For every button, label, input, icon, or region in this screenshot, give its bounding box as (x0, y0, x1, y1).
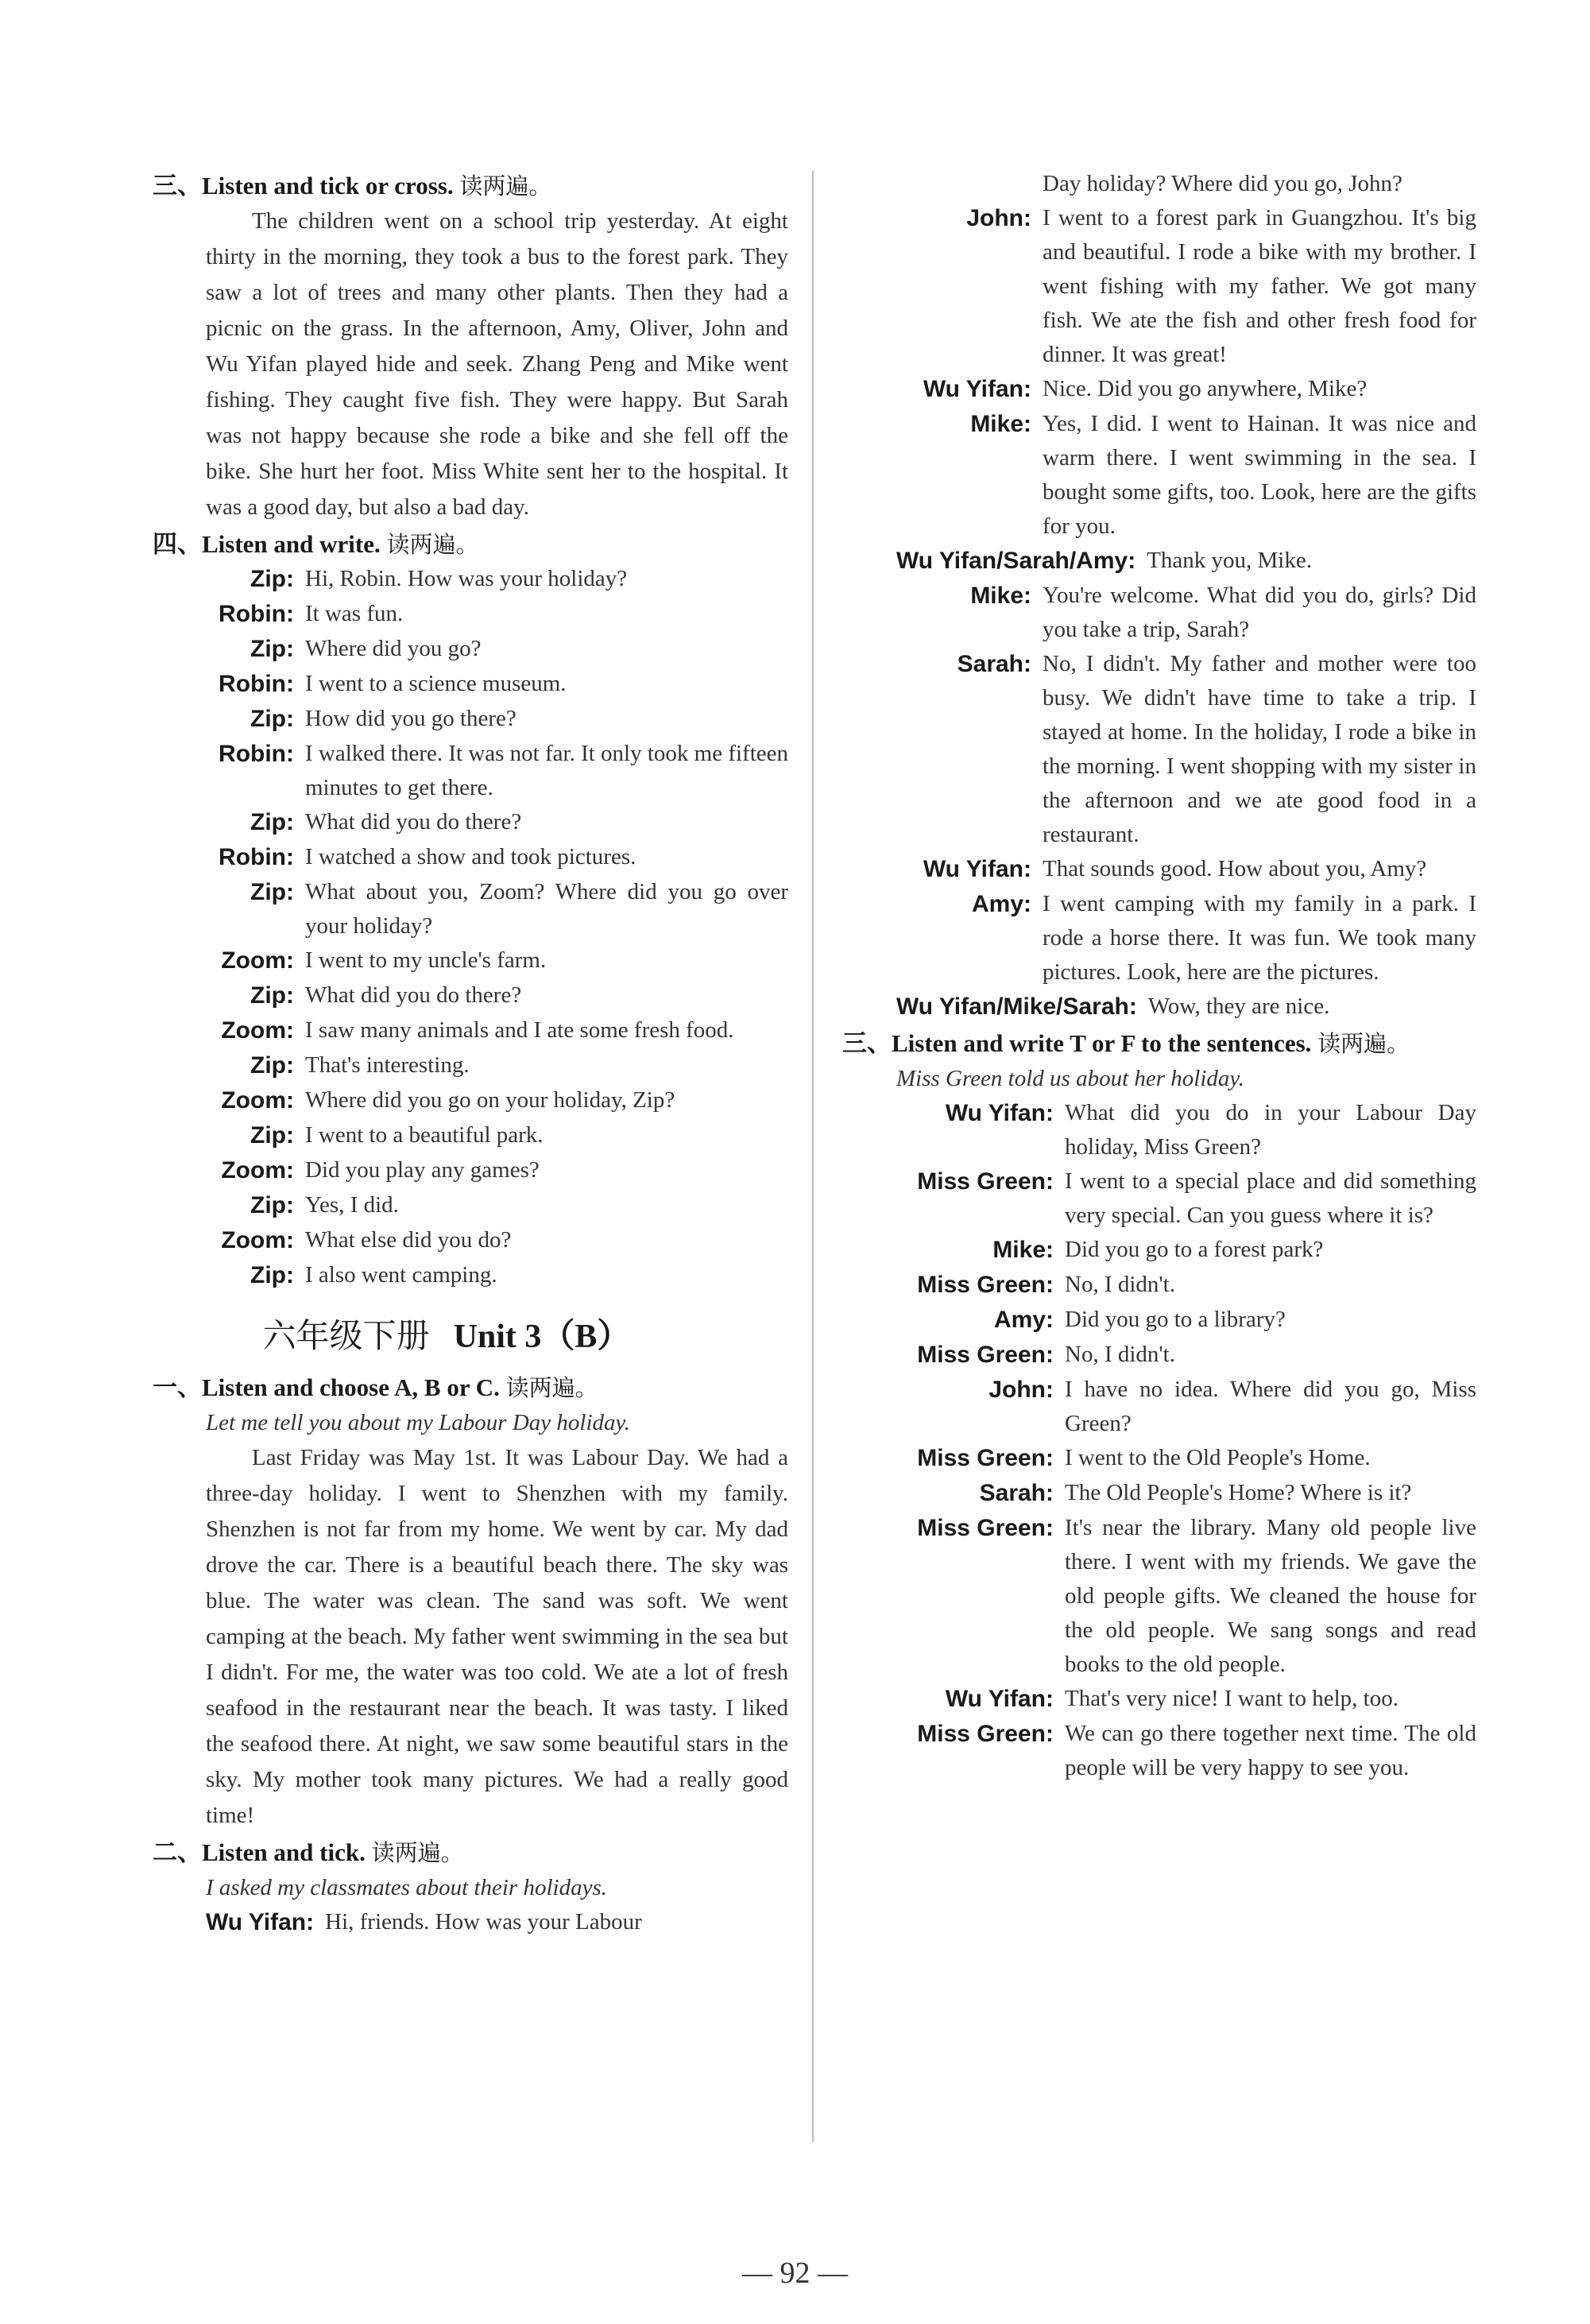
speaker: Zoom: (221, 1227, 294, 1253)
speaker: Wu Yifan: (923, 856, 1031, 882)
utterance: We can go there together next time. The old people will be very happy to see you. (1065, 1721, 1476, 1780)
b-section-3-intro: Miss Green told us about her holiday. (896, 1066, 1244, 1091)
utterance: It was fun. (305, 601, 404, 626)
b-section-2-heading (153, 1835, 788, 1870)
utterance: That sounds good. How about you, Amy? (1043, 856, 1427, 881)
speaker: Zip: (250, 1052, 294, 1079)
utterance: I went to my uncle's farm. (305, 947, 547, 973)
utterance: Did you go to a forest park? (1065, 1237, 1324, 1262)
utterance: Hi, friends. How was your Labour (325, 1909, 642, 1935)
page-number: — 92 — (742, 2256, 848, 2290)
dialogue-line (153, 1153, 788, 1188)
section-3-passage: The children went on a school trip yesterday. At eight thirty in the morning, they took a bus to the forest park. They saw a lot of trees and many other plants. Then they had a picnic on the grass. In the afternoon, Amy, Oliver, John and Wu Yifan played hide and seek. Zhang Peng and Mike went fishing. They caught five fish. They were happy. But Sarah was not happy because she rode a bike and she fell off the bike. She hurt her foot. Miss White sent her to the hospital. It was a good day, but also a bad day. (206, 208, 788, 520)
speaker: Wu Yifan: (945, 1100, 1054, 1126)
dialogue-line (153, 1258, 788, 1293)
speaker: Zip: (250, 809, 294, 835)
speaker: Zip: (250, 1122, 294, 1148)
utterance: What else did you do? (305, 1227, 512, 1253)
section-3-title: Listen and tick or cross. (202, 172, 454, 199)
utterance: Where did you go? (305, 636, 482, 661)
speaker: Sarah: (957, 651, 1031, 677)
dialogue-line (153, 1013, 788, 1048)
utterance: You're welcome. What did you do, girls? Did you take a trip, Sarah? (1043, 583, 1476, 642)
dialogue-line (896, 201, 1476, 372)
speaker: John: (988, 1377, 1054, 1403)
speaker: Sarah: (979, 1480, 1054, 1506)
utterance: I went to the Old People's Home. (1065, 1445, 1371, 1470)
dialogue-line (896, 1303, 1476, 1338)
b-section-3-note: 读两遍。 (1317, 1030, 1410, 1057)
utterance: Day holiday? Where did you go, John? (1043, 171, 1402, 196)
b-section-2-title: Listen and tick. (202, 1838, 366, 1866)
utterance: I went to a beautiful park. (305, 1122, 544, 1148)
speaker: Miss Green: (917, 1272, 1054, 1298)
speaker: Zoom: (221, 1087, 294, 1114)
speaker: Zip: (250, 566, 294, 592)
utterance: What did you do there? (305, 809, 522, 835)
utterance: What about you, Zoom? Where did you go over your holiday? (305, 879, 788, 939)
utterance: That's interesting. (305, 1052, 470, 1078)
speaker: Robin: (219, 671, 294, 697)
speaker: Zip: (250, 1262, 294, 1288)
dialogue-line (896, 887, 1476, 990)
dialogue-line (896, 579, 1476, 647)
dialogue-line (153, 1188, 788, 1223)
speaker: Zip: (250, 636, 294, 662)
speaker: Wu Yifan: (945, 1686, 1054, 1712)
b-section-2-number: 二、 (153, 1838, 202, 1866)
speaker: Zoom: (221, 1157, 294, 1183)
utterance: Yes, I did. (305, 1192, 399, 1218)
dialogue-line (153, 805, 788, 840)
section-3-heading (153, 168, 788, 203)
dialogue-line (896, 990, 1476, 1024)
b-section-3-title: Listen and write T or F to the sentences. (892, 1029, 1312, 1057)
b-section-3-heading (842, 1026, 1476, 1061)
dialogue-line (896, 1096, 1476, 1164)
dialogue-line (153, 978, 788, 1013)
speaker: Zoom: (221, 947, 294, 974)
utterance: I saw many animals and I ate some fresh food. (305, 1017, 734, 1043)
dialogue-line (153, 597, 788, 632)
utterance: It's near the library. Many old people live there. I went with my friends. We gave the old people gifts. We cleaned the house for the old people. We sang songs and read books to the old people. (1065, 1515, 1476, 1677)
speaker: Zip: (250, 879, 294, 905)
utterance: No, I didn't. (1065, 1272, 1175, 1297)
speaker: Zoom: (221, 1017, 294, 1044)
utterance: What did you do there? (305, 982, 522, 1008)
dialogue-line (153, 875, 788, 943)
utterance: What did you do in your Labour Day holiday, Miss Green? (1065, 1100, 1476, 1160)
utterance: I went to a science museum. (305, 671, 567, 696)
b-section-1-heading (153, 1370, 788, 1405)
speaker: Zip: (250, 982, 294, 1009)
dialogue-line (896, 852, 1476, 887)
utterance: I watched a show and took pictures. (305, 844, 636, 870)
speaker: Miss Green: (917, 1515, 1054, 1541)
dialogue-line (896, 372, 1476, 407)
left-column (153, 167, 788, 1940)
utterance: I walked there. It was not far. It only took me fifteen minutes to get there. (305, 741, 788, 800)
speaker: Wu Yifan: (923, 376, 1031, 402)
b-section-1-intro: Let me tell you about my Labour Day holiday. (206, 1410, 631, 1435)
dialogue-line (153, 1905, 788, 1940)
section-4-title: Listen and write. (202, 530, 381, 558)
utterance: That's very nice! I want to help, too. (1065, 1686, 1399, 1711)
b-section-1-passage: Last Friday was May 1st. It was Labour Day. We had a three-day holiday. I went to Shenzhen with my family. Shenzhen is not far from my home. We went by car. My dad drove the car. There is a beautiful beach there. The sky was blue. The water was clean. The sand was soft. We went camping at the beach. My father went swimming in the sea but I didn't. For me, the water was too cold. We ate a lot of fresh seafood in the restaurant near the beach. It was tasty. I liked the seafood there. At night, we saw some beautiful stars in the sky. My mother took many pictures. We had a really good time! (206, 1445, 788, 1828)
utterance: I also went camping. (305, 1262, 497, 1288)
dialogue-line (153, 1048, 788, 1083)
utterance: I have no idea. Where did you go, Miss Green? (1065, 1377, 1476, 1436)
dialogue-line (896, 1164, 1476, 1233)
b-section-1-title: Listen and choose A, B or C. (202, 1373, 500, 1401)
dialogue-line (896, 1476, 1476, 1511)
dialogue-line (153, 702, 788, 737)
section-4-note: 读两遍。 (386, 531, 479, 558)
dialogue-line (153, 1083, 788, 1118)
speaker: Miss Green: (917, 1342, 1054, 1368)
dialogue-line (896, 544, 1476, 579)
speaker: Mike: (970, 583, 1031, 609)
dialogue-line (896, 1441, 1476, 1476)
speaker: Robin: (219, 844, 294, 870)
grade-label: 六年级下册 (262, 1316, 430, 1355)
section-4-dialogue (153, 562, 788, 1293)
dialogue-line (153, 840, 788, 875)
section-3-number: 三、 (153, 172, 202, 199)
unit-title (105, 1304, 788, 1369)
speaker: Mike: (970, 411, 1031, 437)
utterance: I went camping with my family in a park. I rode a horse there. It was fun. We took many pictures. Look, here are the pictures. (1043, 891, 1476, 985)
dialogue-line (153, 667, 788, 702)
speaker: Robin: (219, 601, 294, 627)
dialogue-line (896, 1233, 1476, 1268)
utterance: Yes, I did. I went to Hainan. It was nice and warm there. I went swimming in the sea. I bought some gifts, too. Look, here are the gifts for you. (1043, 411, 1476, 539)
utterance: Nice. Did you go anywhere, Mike? (1043, 376, 1368, 401)
speaker: Wu Yifan/Sarah/Amy: (896, 548, 1136, 574)
utterance: No, I didn't. My father and mother were too busy. We didn't have time to take a trip. I stayed at home. In the holiday, I rode a bike in the morning. I went shopping with my sister in the afternoon and we ate good food in a restaurant. (1043, 651, 1476, 847)
b-section-1-note: 读两遍。 (505, 1374, 598, 1401)
b-section-3-dialogue (896, 1096, 1476, 1785)
dialogue-line (896, 647, 1476, 852)
utterance: I went to a forest park in Guangzhou. It's big and beautiful. I rode a bike with my brother. I went fishing with my father. We got many fish. We ate the fish and other fresh food for dinner. It was great! (1043, 205, 1476, 367)
speaker: Zip: (250, 1192, 294, 1218)
utterance: Did you go to a library? (1065, 1307, 1286, 1332)
speaker: John: (966, 205, 1031, 231)
section-3-note: 读两遍。 (459, 172, 552, 199)
dialogue-line (896, 1268, 1476, 1303)
utterance: I went to a special place and did something very special. Can you guess where it is? (1065, 1168, 1476, 1228)
b-section-2-dialogue (896, 201, 1476, 1024)
b-section-3-number: 三、 (842, 1029, 892, 1057)
dialogue-line (896, 167, 1476, 201)
unit-label: Unit 3（B） (453, 1319, 631, 1355)
dialogue-line (153, 562, 788, 597)
speaker: Robin: (219, 741, 294, 767)
speaker: Miss Green: (917, 1168, 1054, 1195)
right-column (842, 167, 1476, 1785)
speaker: Amy: (971, 891, 1031, 917)
speaker: Wu Yifan/Mike/Sarah: (896, 994, 1137, 1020)
speaker: Wu Yifan: (206, 1909, 315, 1935)
speaker: Miss Green: (917, 1721, 1054, 1747)
b-section-2-note: 读两遍。 (371, 1839, 464, 1866)
dialogue-line (153, 632, 788, 667)
dialogue-line (896, 1717, 1476, 1785)
dialogue-line (153, 737, 788, 805)
b-section-2-intro: I asked my classmates about their holidays. (206, 1875, 608, 1900)
section-4-number: 四、 (153, 530, 202, 558)
dialogue-line (896, 1682, 1476, 1717)
column-divider (812, 171, 814, 2142)
speaker: Zip: (250, 706, 294, 732)
utterance: Thank you, Mike. (1147, 548, 1312, 573)
utterance: Did you play any games? (305, 1157, 540, 1183)
utterance: Where did you go on your holiday, Zip? (305, 1087, 675, 1113)
dialogue-line (896, 407, 1476, 544)
speaker: Miss Green: (917, 1445, 1054, 1471)
dialogue-line (153, 1223, 788, 1258)
speaker: Mike: (992, 1237, 1054, 1263)
dialogue-line (153, 943, 788, 978)
b-section-1-number: 一、 (153, 1373, 202, 1401)
utterance: Wow, they are nice. (1147, 994, 1330, 1019)
section-4-heading (153, 527, 788, 562)
dialogue-line (153, 1118, 788, 1153)
utterance: How did you go there? (305, 706, 516, 731)
utterance: Hi, Robin. How was your holiday? (305, 566, 628, 591)
utterance: The Old People's Home? Where is it? (1065, 1480, 1412, 1505)
dialogue-line (896, 1338, 1476, 1373)
dialogue-line (896, 1373, 1476, 1441)
dialogue-line (896, 1511, 1476, 1682)
speaker: Amy: (993, 1307, 1054, 1333)
utterance: No, I didn't. (1065, 1342, 1175, 1367)
